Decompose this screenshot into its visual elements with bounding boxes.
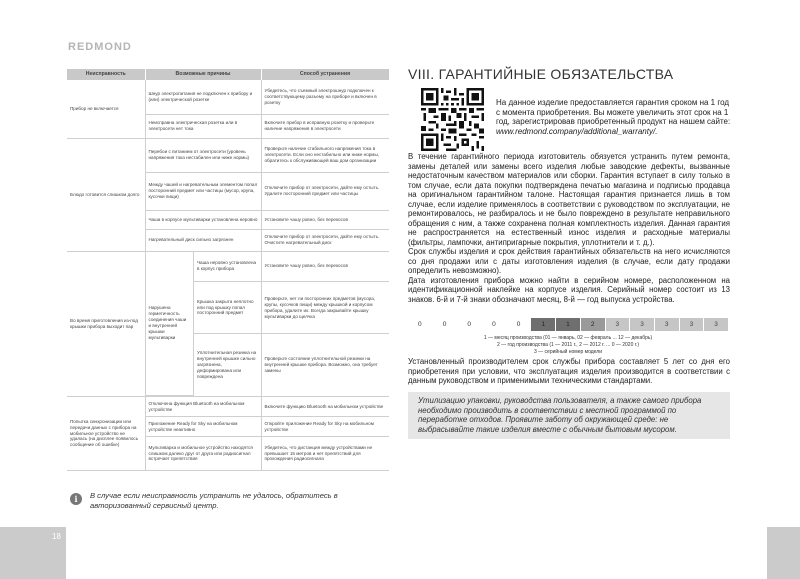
legend-line: 1 — месяц производства (01 — январь, 02 — февраль ... 12 — декабрь) <box>483 335 653 341</box>
table-row <box>67 251 389 281</box>
fix-cell: Установите чашу ровно, без перекосов <box>261 251 389 281</box>
cause-cell: Нарушена герметичность соединения чаши и внутренней крышки мультиварки <box>146 252 194 396</box>
table-header-row <box>67 69 389 80</box>
subcause-cell: Чаша неровно установлена в корпус прибора <box>194 252 261 282</box>
cause-cell: Шнур электропитания не подключен к прибору и (или) электрической розетке <box>145 80 261 114</box>
fix-cell: Убедитесь, что дистанция между устройствами не превышает 15 метров и нет препятствий для прохождения радиосигнала <box>261 437 389 471</box>
header-fix: Способ устранения <box>261 69 389 80</box>
subcause-cell: Крышка закрыта неплотно или под крышку попал посторонний предмет <box>194 282 261 334</box>
problem-cell: Прибор не включается <box>67 80 145 138</box>
troubleshooting-table <box>67 69 390 471</box>
page-number: 18 <box>52 532 61 541</box>
warranty-paragraph: Срок службы изделия и срок действия гарантийных обязательств на него исчисляются со дня продажи или с даты изготовления изделия (в случае, если дату продажи определить невозможно). <box>408 247 730 275</box>
fix-cell: Откройте приложение Ready for Sky на мобильном устройстве <box>261 417 389 437</box>
fix-cell: Проверьте состояние уплотнительной резинки на внутренней крышке прибора. Возможно, она требует замены <box>261 334 389 397</box>
cause-cell: Чаша в корпусе мультиварки установлена неровно <box>145 210 261 229</box>
serial-digit-model: 3 <box>655 318 679 331</box>
serial-digit: 0 <box>457 318 481 331</box>
serial-digit-month: 1 <box>556 318 580 331</box>
serial-digit: 0 <box>408 318 432 331</box>
fix-cell: Включите функцию Bluetooth на мобильном устройстве <box>261 397 389 417</box>
cause-cell: Приложение Ready for Sky на мобильном устройстве неактивно <box>145 417 261 437</box>
fix-cell: Отключите прибор от электросети, дайте ему остыть. Очистите нагревательный диск <box>261 229 389 251</box>
serial-digit-month: 1 <box>531 318 555 331</box>
disposal-note: Утилизацию упаковки, руководства пользователя, а также самого прибора необходимо производить в соответствии с местной программой по переработке отходов. Проявите заботу об окружающей среде: не выбрасывайте такие изделия вместе с обычным бытовым мусором. <box>408 392 730 439</box>
serial-digit: 0 <box>507 318 531 331</box>
cause-split-cell <box>145 251 261 397</box>
header-problem: Неисправность <box>67 69 145 80</box>
serial-digit-year: 2 <box>581 318 605 331</box>
subcause-cell: Уплотнительная резинка на внутренней крышке сильно загрязнена, деформирована или повреждена <box>197 349 257 379</box>
cause-cell: Мультиварка и мобильное устройство находятся слишком далеко друг от друга или радиосигнал встречает препятствия <box>145 437 261 471</box>
service-note: В случае если неисправность устранить не удалось, обратитесь в авторизованный сервисный центр. <box>90 491 338 511</box>
serial-digit-model: 3 <box>704 318 728 331</box>
cause-cell: Отключена функция Bluetooth на мобильном устройстве <box>145 397 261 417</box>
table-row <box>67 397 389 417</box>
serial-digit: 0 <box>433 318 457 331</box>
fix-cell: Проверьте, нет ли посторонних предметов (мусора, крупы, кусочков пищи) между крышкой и корпусом прибора, удалите их. Всегда закрывайте крышку мультиварки до щелчка <box>261 281 389 334</box>
fix-cell: Проверьте наличие стабильного напряжения тока в электросети. Если оно нестабильно или ниже нормы, обратитесь к обслуживающей ваш дом организации <box>261 138 389 172</box>
footer-bar-right <box>767 527 800 579</box>
cause-cell: Между чашей и нагревательным элементом попал посторонний предмет или частицы (мусор, крупа, кусочки пищи) <box>145 172 261 210</box>
cause-cell: Перебои с питанием от электросети (уровень напряжения тока нестабилен или ниже нормы) <box>145 138 261 172</box>
table-row <box>67 138 389 172</box>
fix-cell: Включите прибор в исправную розетку и проверьте наличие напряжения в электросети <box>261 114 389 138</box>
header-causes: Возможные причины <box>145 69 261 80</box>
serial-digit-model: 3 <box>630 318 654 331</box>
cause-split-table <box>146 252 261 397</box>
fix-cell: Отключите прибор от электросети, дайте ему остыть. Удалите посторонний предмет или частицы <box>261 172 389 210</box>
warranty-paragraph: В течение гарантийного периода изготовитель обязуется устранить путем ремонта, замены деталей или замены всего изделия любые заводские дефекты, вызванные недостаточным качеством материалов или сборки. Гарантия вступает в силу только в том случае, если дата покупки подтверждена печатью магазина и подписью продавца на оригинальном гарантийном талоне. Настоящая гарантия признается лишь в том случае, если изделие применялось в соответствии с руководством по эксплуатации, не ремонтировалось, не разбиралось и не было повреждено в результате неправильного обращения с ним, а также сохранена полная комплектность изделия. Данная гарантия не распространяется на естественный износ изделия и расходные материалы (фильтры, лампочки, антипригарные покрытия, уплотнители и т. д.). <box>408 152 730 247</box>
cause-cell: Неисправна электрическая розетка или в электросети нет тока <box>145 114 261 138</box>
serial-number-diagram <box>408 318 728 331</box>
warranty-intro <box>496 98 732 136</box>
problem-cell: Блюдо готовится слишком долго <box>67 138 145 251</box>
problem-cell: Попытка синхронизации или передачи данных с прибора на мобильное устройство не удалась (на дисплее появилось сообщение об ошибке) <box>67 397 145 471</box>
warranty-body <box>408 152 730 304</box>
section-title: VIII. ГАРАНТИЙНЫЕ ОБЯЗАТЕЛЬСТВА <box>408 66 674 82</box>
serial-digit-model: 3 <box>680 318 704 331</box>
serial-digit-model: 3 <box>606 318 630 331</box>
warranty-paragraph: Дата изготовления прибора можно найти в серийном номере, расположенном на идентификационной наклейке на корпусе изделия. Серийный номер состоит из 13 знаков. 6-й и 7-й знаки обозначают месяц, 8-й — год выпуска устройства. <box>408 275 730 304</box>
problem-cell: Во время приготовления из-под крышки прибора выходит пар <box>67 251 145 397</box>
qr-code-icon <box>421 88 484 151</box>
fix-cell: Установите чашу ровно, без перекосов <box>261 210 389 229</box>
warranty-intro-text: На данное изделие предоставляется гарантия сроком на 1 год с момента приобретения. Вы можете увеличить этот срок на 1 год, зарегистрировав приобретенный продукт на нашем сайте: <box>496 98 731 127</box>
cause-cell: Нагревательный диск сильно загрязнен <box>145 229 261 251</box>
service-life-text: Установленный производителем срок службы прибора составляет 5 лет со дня его приобретения при условии, что эксплуатация изделия производится в соответствии с данным руководством и применимыми техническими стандартами. <box>408 357 730 385</box>
table-row <box>67 80 389 114</box>
legend-line: 3 — серийный номер модели <box>533 348 603 355</box>
info-icon: i <box>70 493 82 505</box>
warranty-url-link[interactable]: www.redmond.company/additional_warranty/. <box>496 126 658 136</box>
serial-legend <box>408 335 728 355</box>
fix-cell: Убедитесь, что съемный электрошнур подключен к соответствующему разъему на приборе и включен в розетку <box>261 80 389 114</box>
serial-digit: 0 <box>482 318 506 331</box>
brand-logo: REDMOND <box>68 41 132 53</box>
legend-line: 2 — год производства (1 — 2011 г., 2 — 2012 г. ... 0 — 2020 г.) <box>496 341 640 348</box>
